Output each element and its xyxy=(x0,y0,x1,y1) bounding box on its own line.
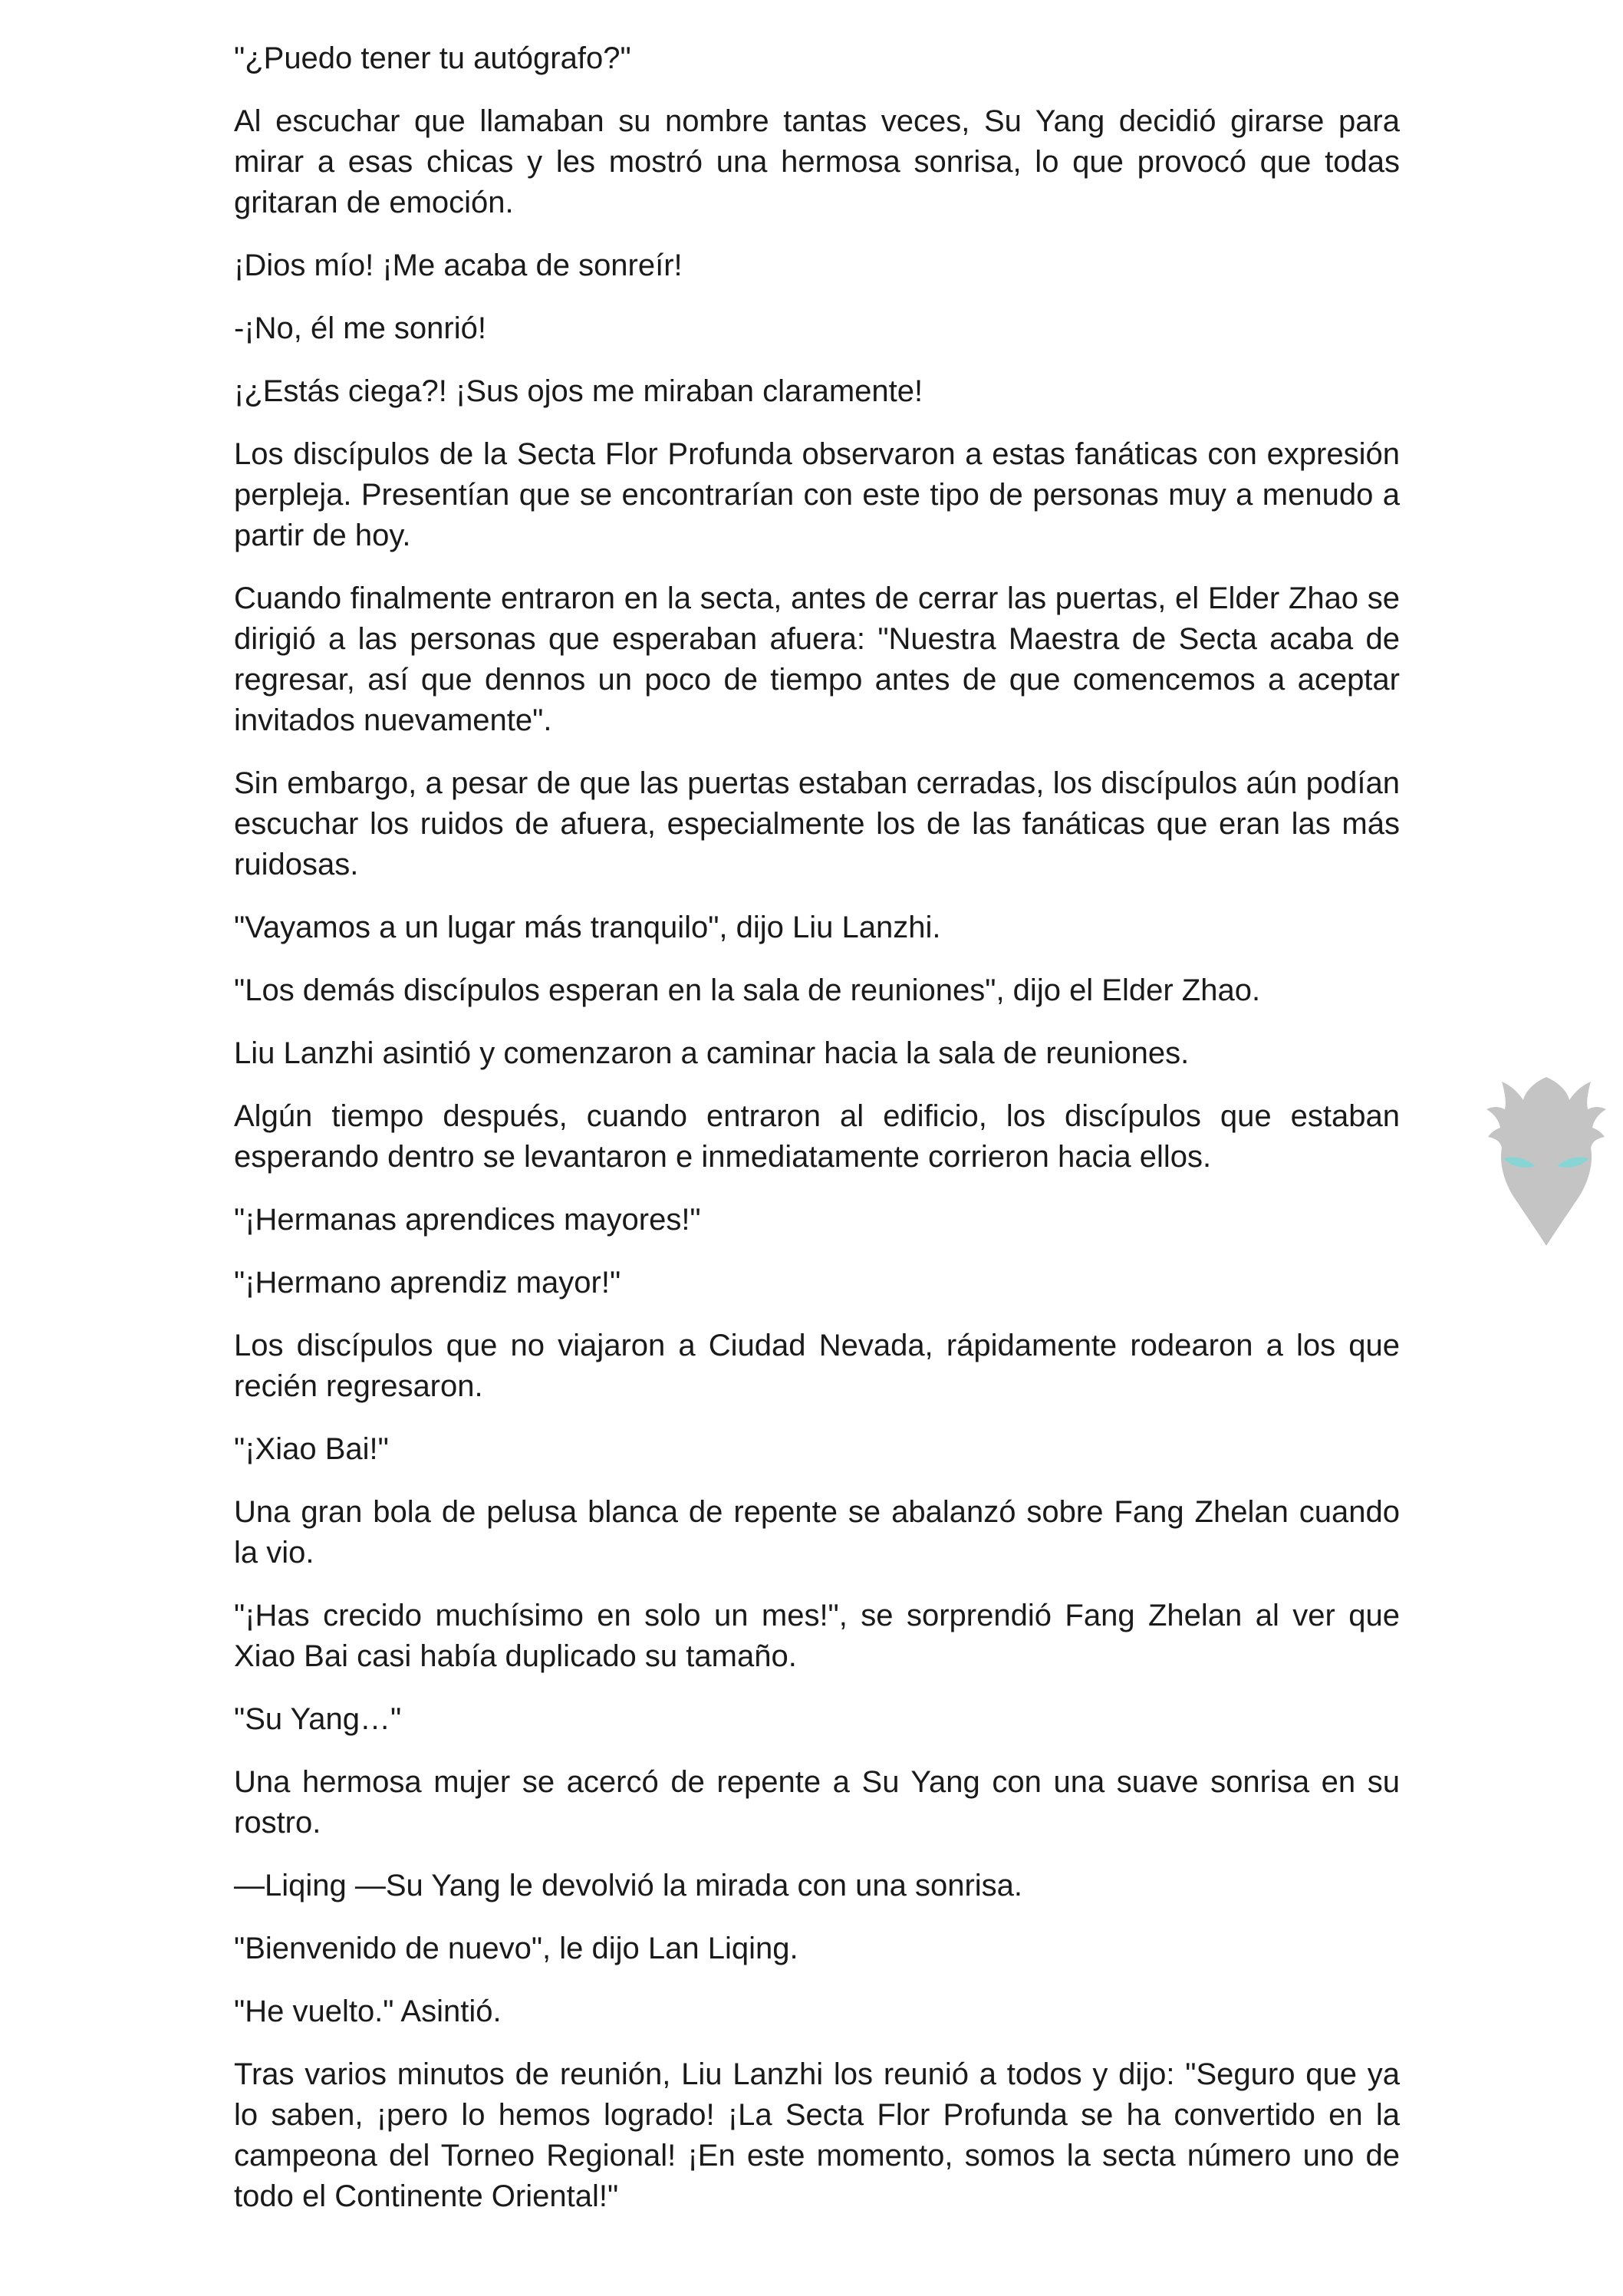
demon-head-icon xyxy=(1471,1072,1621,1249)
paragraph: Los discípulos que no viajaron a Ciudad Nevada, rápidamente rodearon a los que recién regresaron. xyxy=(234,1329,1400,1403)
paragraph: Liu Lanzhi asintió y comenzaron a caminar hacia la sala de reuniones. xyxy=(234,1036,1190,1070)
paragraph: "¡Hermano aprendiz mayor!" xyxy=(234,1266,621,1300)
paragraph: —Liqing —Su Yang le devolvió la mirada con una sonrisa. xyxy=(234,1869,1023,1902)
paragraph: Algún tiempo después, cuando entraron al edificio, los discípulos que estaban esperando dentro se levantaron e inmediatamente corrieron hacia ellos. xyxy=(234,1099,1400,1174)
paragraph: "Vayamos a un lugar más tranquilo", dijo Liu Lanzhi. xyxy=(234,911,941,944)
paragraph: ¡¿Estás ciega?! ¡Sus ojos me miraban claramente! xyxy=(234,374,923,408)
paragraph: Cuando finalmente entraron en la secta, antes de cerrar las puertas, el Elder Zhao se dirigió a las personas que esperaban afuera: "Nuestra Maestra de Secta acaba de regresar, así que dennos un poco de tiempo antes de que comencemos a aceptar invitados nuevamente". xyxy=(234,581,1400,737)
paragraph: Al escuchar que llamaban su nombre tantas veces, Su Yang decidió girarse para mirar a esas chicas y les mostró una hermosa sonrisa, lo que provocó que todas gritaran de emoción. xyxy=(234,104,1400,219)
paragraph: "¡Has crecido muchísimo en solo un mes!", se sorprendió Fang Zhelan al ver que Xiao Bai casi había duplicado su tamaño. xyxy=(234,1599,1400,1673)
paragraph: Una hermosa mujer se acercó de repente a Su Yang con una suave sonrisa en su rostro. xyxy=(234,1765,1400,1840)
paragraph: "¡Hermanas aprendices mayores!" xyxy=(234,1203,701,1237)
paragraph: ¡Dios mío! ¡Me acaba de sonreír! xyxy=(234,249,683,282)
paragraph: "¿Puedo tener tu autógrafo?" xyxy=(234,41,631,75)
document-body xyxy=(234,38,1400,2239)
paragraph: Sin embargo, a pesar de que las puertas estaban cerradas, los discípulos aún podían escuchar los ruidos de afuera, especialmente los de las fanáticas que eran las más ruidosas. xyxy=(234,766,1400,881)
paragraph: "Su Yang…" xyxy=(234,1702,402,1736)
paragraph: -¡No, él me sonrió! xyxy=(234,311,486,345)
paragraph: "Los demás discípulos esperan en la sala de reuniones", dijo el Elder Zhao. xyxy=(234,973,1261,1007)
paragraph: Una gran bola de pelusa blanca de repente se abalanzó sobre Fang Zhelan cuando la vio. xyxy=(234,1495,1400,1570)
paragraph: "¡Xiao Bai!" xyxy=(234,1432,389,1466)
paragraph: "Bienvenido de nuevo", le dijo Lan Liqing. xyxy=(234,1932,798,1965)
paragraph: "He vuelto." Asintió. xyxy=(234,1995,502,2028)
paragraph: Tras varios minutos de reunión, Liu Lanzhi los reunió a todos y dijo: "Seguro que ya lo saben, ¡pero lo hemos logrado! ¡La Secta Flor Profunda se ha convertido en la campeona del Torneo Regional! ¡En este momento, somos la secta número uno de todo el Continente Oriental!" xyxy=(234,2057,1400,2213)
paragraph: Los discípulos de la Secta Flor Profunda observaron a estas fanáticas con expresión perpleja. Presentían que se encontrarían con este tipo de personas muy a menudo a partir de hoy. xyxy=(234,437,1400,552)
